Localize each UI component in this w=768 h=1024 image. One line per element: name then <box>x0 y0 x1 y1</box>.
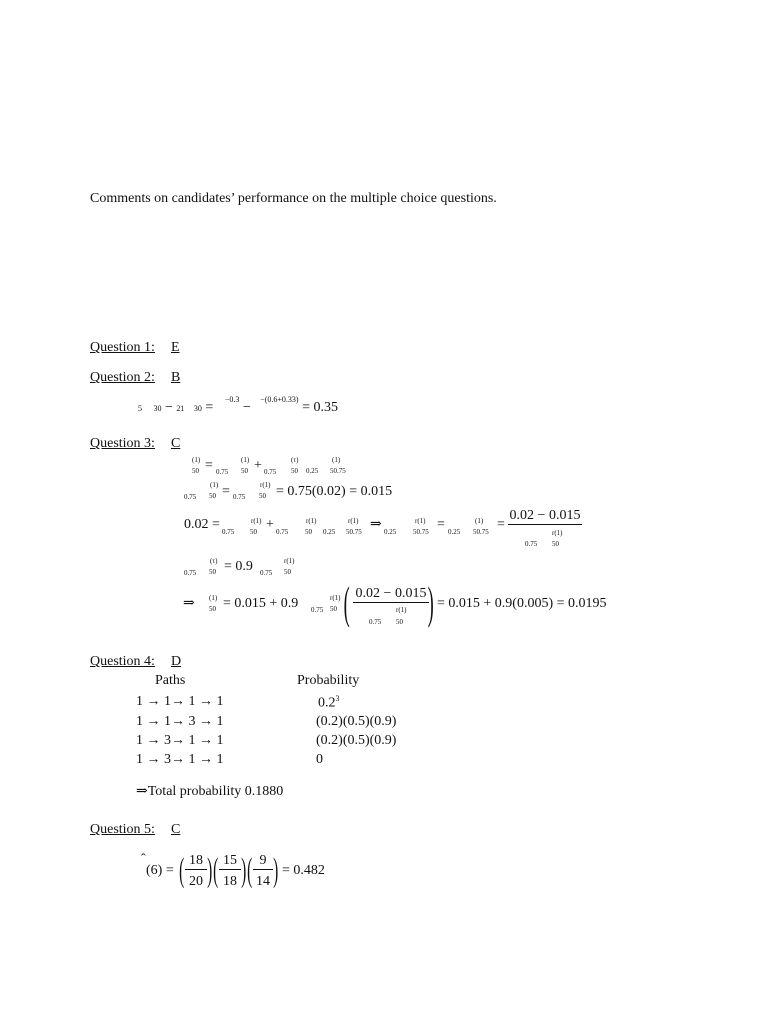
question-2-heading <box>90 370 180 386</box>
q3-sub: 50.75 <box>413 528 429 536</box>
q2-subscript: 30 <box>153 404 162 413</box>
question-answer: D <box>170 654 182 669</box>
q5-den: 20 <box>189 874 203 889</box>
q4-row-path: 1 → 1→ 3 → 1 <box>136 714 224 729</box>
q4-row-path: 1 → 3→ 1 → 1 <box>136 733 224 748</box>
q3-fraction-den: 50 <box>552 540 559 548</box>
q3-sub: 50 <box>284 568 291 576</box>
q4-row-path: 1 → 3→ 1 → 1 <box>136 752 224 767</box>
left-paren: ( <box>247 852 253 889</box>
q2-operator: = <box>205 400 214 415</box>
q3-implies: ⇒ <box>183 596 195 611</box>
question-label: Question 5: <box>90 822 155 837</box>
q3-sup: (τ) <box>291 456 299 464</box>
q2-subscript: 21 <box>176 404 185 413</box>
q3-sup: (1) <box>475 517 484 525</box>
q2-operator: − <box>242 400 251 415</box>
q3-sup: r(1) <box>284 557 295 565</box>
intro-text: Comments on candidates’ performance on the multiple choice questions. <box>90 191 497 206</box>
right-paren: ) <box>427 577 434 628</box>
q3-sub: 0.75 <box>233 493 246 501</box>
q3-sub: 50 <box>330 605 337 613</box>
q3-result: = 0.9 <box>224 559 253 574</box>
question-1-heading <box>90 340 180 356</box>
q3-sup: r(1) <box>348 517 359 525</box>
question-answer: E <box>170 340 180 355</box>
q5-den: 14 <box>256 874 270 889</box>
q5-result: = 0.482 <box>282 863 325 878</box>
q3-sup: (1) <box>332 456 341 464</box>
q3-operator: = <box>205 458 213 473</box>
q3-implies: ⇒ <box>370 517 382 532</box>
left-paren: ( <box>213 852 219 889</box>
q3-operator: = <box>222 484 230 499</box>
q3-operator: = <box>497 517 505 532</box>
right-paren: ) <box>207 852 213 889</box>
question-3-heading <box>90 436 180 452</box>
left-paren: ( <box>179 852 185 889</box>
question-5-heading <box>90 822 180 838</box>
q4-row-prob: $0.2^3$ <box>318 694 340 711</box>
q3-fraction-numerator: 0.02 − 0.015 <box>509 508 581 523</box>
q2-operator: − <box>165 400 173 415</box>
q3-sup: (1) <box>192 456 201 464</box>
q3-operator: = <box>437 517 445 532</box>
q2-exponent: −(0.6+0.33) <box>260 395 299 404</box>
q3-fraction-den-sup: r(1) <box>552 529 563 537</box>
q3-sub: 0.75 <box>216 468 229 476</box>
q3-sub: 0.75 <box>184 493 197 501</box>
q3-operator: + <box>266 517 274 532</box>
q3-sub: 0.25 <box>448 528 461 536</box>
q4-row-prob: 0 <box>316 752 323 767</box>
q3-sup: (1) <box>241 456 250 464</box>
question-4-heading <box>90 654 181 670</box>
q5-num: 18 <box>185 853 207 870</box>
q5-equation <box>140 850 360 896</box>
q3-sub: 0.75 <box>276 528 289 536</box>
q3-sub: 0.75 <box>260 569 273 577</box>
q3-sub: 50 <box>305 528 312 536</box>
q3-sup: (1) <box>209 594 218 602</box>
q3-sub: 50.75 <box>330 467 346 475</box>
q3-sub: 0.25 <box>306 467 319 475</box>
q2-equation <box>138 395 338 416</box>
q3-sub: 0.75 <box>184 569 197 577</box>
left-paren: ( <box>343 577 350 628</box>
q4-row-prob: (0.2)(0.5)(0.9) <box>316 714 397 729</box>
q3-sub: 0.25 <box>384 528 397 536</box>
q3-fraction-den-sup: r(1) <box>396 606 407 614</box>
q3-line-1 <box>191 456 371 478</box>
q3-final-result: = 0.015 + 0.9(0.005) = 0.0195 <box>437 596 607 611</box>
q3-result: = 0.75(0.02) = 0.015 <box>276 484 393 499</box>
q3-sub: 50 <box>192 467 199 475</box>
q3-sup: r(1) <box>330 594 341 602</box>
q4-total: ⇒Total probability 0.1880 <box>136 784 284 799</box>
q3-line-5 <box>183 577 623 630</box>
q4-row-prob: (0.2)(0.5)(0.9) <box>316 733 397 748</box>
q3-sup: r(1) <box>415 517 426 525</box>
q3-sub: 50 <box>209 605 216 613</box>
question-label: Question 4: <box>90 654 155 669</box>
q3-sup: (1) <box>210 481 219 489</box>
q3-line-4 <box>184 556 324 580</box>
q5-num: 9 <box>253 853 273 870</box>
q2-subscript: 30 <box>193 404 202 413</box>
q3-sub: 0.75 <box>222 528 235 536</box>
q3-sub: 0.75 <box>311 606 324 614</box>
q3-operator: + <box>254 458 262 473</box>
q3-line-3 <box>184 508 594 552</box>
q3-lead: 0.02 = <box>184 517 220 532</box>
q3-sup: r(1) <box>251 517 262 525</box>
q3-sup: r(1) <box>260 481 271 489</box>
q3-sub: 50.75 <box>346 528 362 536</box>
q3-fraction-numerator: 0.02 − 0.015 <box>353 586 429 603</box>
q2-exponent: −0.3 <box>224 395 240 404</box>
q3-sup: r(1) <box>306 517 317 525</box>
question-label: Question 2: <box>90 370 155 385</box>
q3-fraction-den: 0.75 <box>369 618 382 626</box>
q4-row-path: 1 → 1→ 1 → 1 <box>136 694 224 709</box>
q3-sub: 0.25 <box>323 528 336 536</box>
q3-sub: 50 <box>291 467 298 475</box>
q5-hat: ˆ <box>141 852 146 867</box>
q2-result: = 0.35 <box>302 400 338 415</box>
q3-sub: 50 <box>241 467 248 475</box>
q5-arg: (6) = <box>146 863 174 878</box>
q4-header-probability: Probability <box>297 673 360 688</box>
q5-num: 15 <box>219 853 241 870</box>
question-answer: C <box>170 822 181 837</box>
right-paren: ) <box>241 852 247 889</box>
q3-fraction-den: 50 <box>396 618 403 626</box>
q3-sub: 50 <box>209 568 216 576</box>
q5-den: 18 <box>223 874 237 889</box>
question-answer: C <box>170 436 181 451</box>
question-label: Question 3: <box>90 436 155 451</box>
q3-sub: 50 <box>209 492 216 500</box>
q3-sub: 0.75 <box>264 468 277 476</box>
q3-sub: 50 <box>250 528 257 536</box>
q3-sub: 50.75 <box>473 528 489 536</box>
right-paren: ) <box>273 852 279 889</box>
q3-fraction-den: 0.75 <box>525 540 538 548</box>
q3-sub: 50 <box>259 492 266 500</box>
question-answer: B <box>170 370 181 385</box>
q2-subscript: 5 <box>138 404 142 413</box>
question-label: Question 1: <box>90 340 155 355</box>
q3-line-2 <box>184 481 424 503</box>
q3-sup: (τ) <box>210 557 218 565</box>
q3-mid: = 0.015 + 0.9 <box>223 596 299 611</box>
q4-header-paths: Paths <box>155 673 186 688</box>
